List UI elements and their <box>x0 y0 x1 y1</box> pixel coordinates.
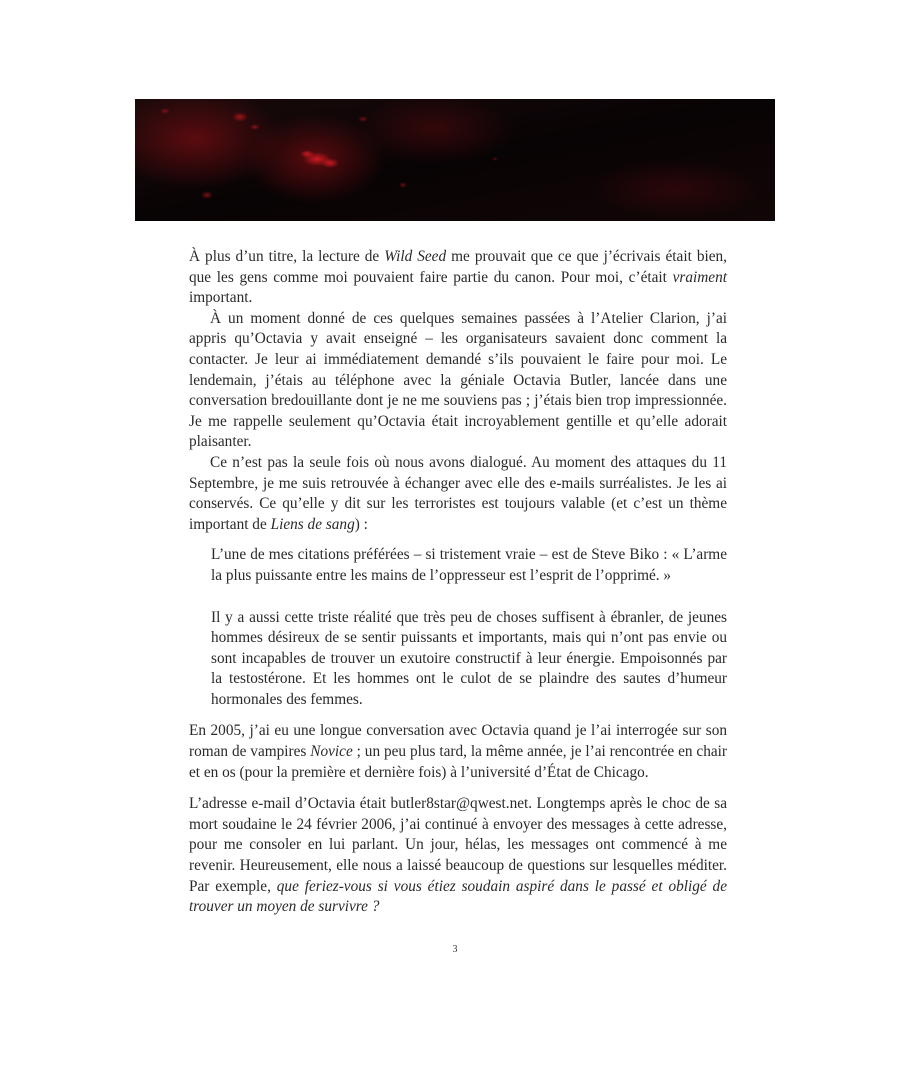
paragraph-1 <box>189 247 727 309</box>
paragraph-1-text-a: À plus d’un titre, la lecture de <box>189 248 385 265</box>
header-banner-image <box>135 99 775 221</box>
book-title-novice: Novice <box>310 743 353 761</box>
paragraph-4-text-c: ; un peu plus tard, la même année, je l’ai rencontrée en chair et en os (pour la première et dernière fois) à l’université d’État de Chicago. <box>189 743 727 781</box>
paragraph-1-text-e: important. <box>189 289 253 307</box>
book-title-wild-seed: Wild Seed <box>384 248 447 265</box>
paragraph-2: À un moment donné de ces quelques semaines passées à l’Atelier Clarion, j’ai appris qu’Octavia y avait enseigné – les organisateurs savaient donc comment la contacter. Je leur ai immédiatement demandé s’ils pouvaient le faire pour moi. Le lendemain, j’étais au téléphone avec la géniale Octavia Butler, lancée dans une conversation bredouillante dont je ne me souviens pas ; j’étais bien trop impressionnée. Je me rappelle seulement qu’Octavia était incroyablement gentille et qu’elle adorait plaisanter. <box>189 309 727 451</box>
paragraph-3-text-a: Ce n’est pas la seule fois où nous avons dialogué. Au moment des attaques du 11 Septembre, je me suis retrouvée à échanger avec elle des e-mails surréalistes. Je les ai conservés. Ce qu’elle y dit sur les terroristes est toujours valable (et c’est un thème important de <box>189 453 727 533</box>
paragraph-5-text-a: L’adresse e-mail d’Octavia était butler8star@qwest.net. Longtemps après le choc de sa mort soudaine le 24 février 2006, j’ai continué à envoyer des messages à cette adresse, pour me consoler en lui parlant. Un jour, hélas, les messages ont commencé à me revenir. Heureusement, elle nous a laissé beaucoup de questions sur lesquelles méditer. Par exemple, <box>189 795 727 895</box>
paragraph-3-text-c: ) : <box>354 515 368 533</box>
quote-paragraph-1: L’une de mes citations préférées – si tristement vraie – est de Steve Biko : « L’arme la plus puissante entre les mains de l’oppresseur est l’esprit de l’opprimé. » <box>211 546 727 584</box>
paragraph-4 <box>189 721 727 783</box>
dark-red-texture-image <box>135 99 775 221</box>
paragraph-5 <box>189 794 727 918</box>
emphasis-vraiment: vraiment <box>672 268 727 286</box>
article-body <box>189 247 727 918</box>
book-title-liens-de-sang: Liens de sang <box>270 515 355 533</box>
paragraph-3 <box>189 453 727 535</box>
paragraph-1-text-c: me prouvait que ce que j’écrivais était bien, que les gens comme moi pouvaient faire partie du canon. Pour moi, c’était <box>189 248 727 286</box>
paragraph-4-text-a: En 2005, j’ai eu une longue conversation avec Octavia quand je l’ai interrogée sur son roman de vampires <box>189 722 727 761</box>
page-number: 3 <box>452 944 458 955</box>
quote-paragraph-2: Il y a aussi cette triste réalité que très peu de choses suffisent à ébranler, de jeunes hommes désireux de se sentir puissants et importants, mais qui n’ont pas envie ou sont incapables de trouver un exutoire constructif à leur énergie. Empoisonnés par la testostérone. Et les hommes ont le culot de se plaindre des sautes d’humeur hormonales des femmes. <box>211 608 727 708</box>
closing-question-italic: que feriez-vous si vous étiez soudain aspiré dans le passé et obligé de trouver un moyen de survivre ? <box>189 877 727 916</box>
blockquote <box>211 545 727 710</box>
